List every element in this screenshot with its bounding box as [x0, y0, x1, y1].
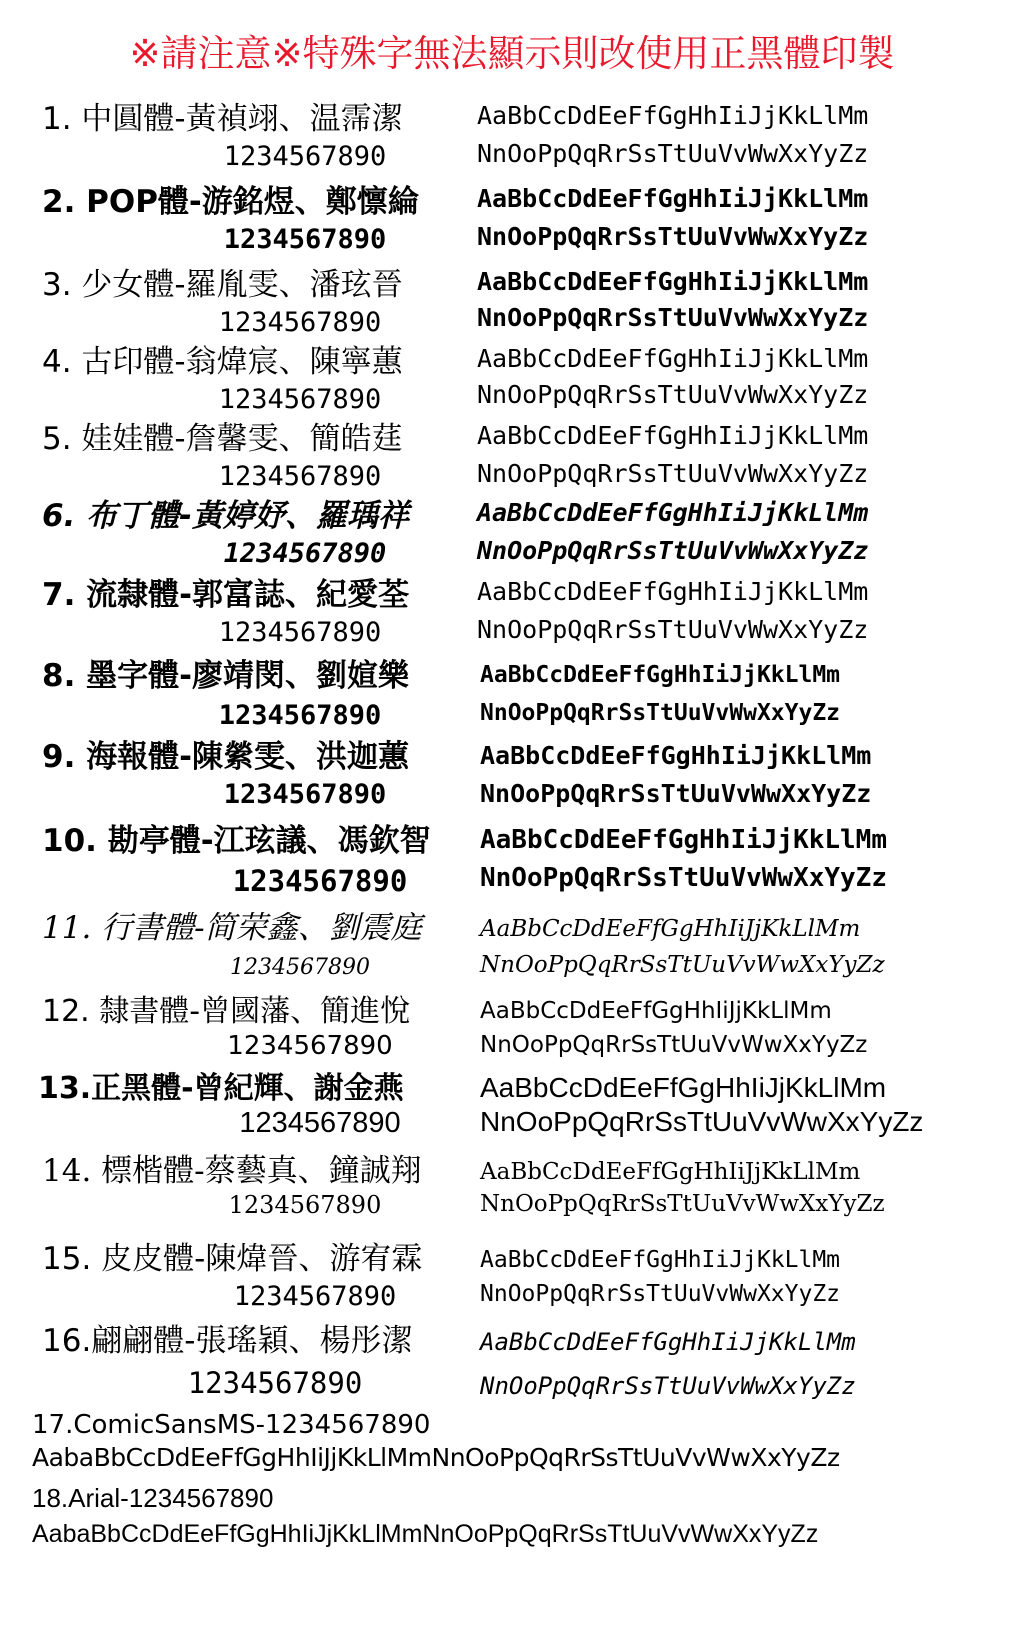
font-name: 1. 中圓體-黃禎翊、温霈潔 — [42, 101, 403, 137]
font-alpha-line-2: NnOoPpQqRrSsTtUuVvWwXxYyZz — [480, 1191, 885, 1217]
font-digits: 1234567890 — [223, 141, 387, 172]
font-name: 2. POP體-游銘煜、鄭懔綸 — [42, 184, 419, 220]
comic-sans-line-2: AabaBbCcDdEeFfGgHhIiJjKkLlMmNnOoPpQqRrSsTtUuVvWwXxYyZz — [32, 1443, 840, 1472]
notice-title: ※請注意※特殊字無法顯示則改使用正黑體印製 — [129, 32, 895, 75]
font-name: 11. 行書體-简荣鑫、劉震庭 — [42, 910, 422, 946]
font-digits: 1234567890 — [223, 224, 387, 255]
font-digits: 1234567890 — [218, 384, 382, 415]
font-alpha-line-1: AaBbCcDdEeFfGgHhIiJjKkLlMm — [477, 267, 869, 296]
font-alpha-line-2: NnOoPpQqRrSsTtUuVvWwXxYyZz — [477, 139, 869, 168]
font-name: 10. 勘亭體-江玹議、馮欽智 — [42, 823, 431, 859]
arial-line-1: 18.Arial-1234567890 — [32, 1483, 274, 1513]
font-digits: 1234567890 — [230, 955, 370, 980]
arial-line-2: AabaBbCcDdEeFfGgHhIiJjKkLlMmNnOoPpQqRrSsTtUuVvWwXxYyZz — [32, 1520, 819, 1548]
font-name: 14. 標楷體-蔡藝真、鐘誠翔 — [42, 1153, 422, 1189]
font-alpha-line-1: AaBbCcDdEeFfGgHhIiJjKkLlMm — [480, 916, 861, 942]
font-alpha-line-2: NnOoPpQqRrSsTtUuVvWwXxYyZz — [477, 615, 869, 644]
font-name: 5. 娃娃體-詹馨雯、簡皓莛 — [42, 421, 403, 457]
font-alpha-line-2: NnOoPpQqRrSsTtUuVvWwXxYyZz — [477, 380, 869, 409]
font-alpha-line-1: AaBbCcDdEeFfGgHhIiJjKkLlMm — [480, 1328, 856, 1356]
font-alpha-line-2: NnOoPpQqRrSsTtUuVvWwXxYyZz — [480, 779, 872, 808]
font-alpha-line-1: AaBbCcDdEeFfGgHhIiJjKkLlMm — [477, 421, 869, 450]
font-alpha-line-1: AaBbCcDdEeFfGgHhIiJjKkLlMm — [480, 998, 832, 1024]
font-alpha-line-1: AaBbCcDdEeFfGgHhIiJjKkLlMm — [480, 825, 887, 855]
font-alpha-line-2: NnOoPpQqRrSsTtUuVvWwXxYyZz — [477, 222, 869, 251]
font-alpha-line-1: AaBbCcDdEeFfGgHhIiJjKkLlMm — [480, 1072, 887, 1103]
font-digits: 1234567890 — [228, 1191, 382, 1219]
font-digits: 1234567890 — [223, 538, 387, 569]
font-alpha-line-1: AaBbCcDdEeFfGgHhIiJjKkLlMm — [477, 344, 869, 373]
font-alpha-line-2: NnOoPpQqRrSsTtUuVvWwXxYyZz — [477, 303, 869, 332]
font-digits: 1234567890 — [218, 461, 382, 492]
font-alpha-line-1: AaBbCcDdEeFfGgHhIiJjKkLlMm — [477, 101, 869, 130]
font-alpha-line-1: AaBbCcDdEeFfGgHhIiJjKkLlMm — [480, 662, 841, 688]
font-alpha-line-1: AaBbCcDdEeFfGgHhIiJjKkLlMm — [477, 577, 869, 606]
font-digits: 1234567890 — [232, 864, 408, 898]
font-alpha-line-1: AaBbCcDdEeFfGgHhIiJjKkLlMm — [480, 1159, 861, 1185]
font-name: 6. 布丁體-黃婷妤、羅瑀祥 — [42, 498, 410, 534]
font-alpha-line-2: NnOoPpQqRrSsTtUuVvWwXxYyZz — [480, 1281, 841, 1307]
font-digits: 1234567890 — [218, 307, 382, 338]
font-name: 7. 流隸體-郭富誌、紀愛荃 — [42, 577, 410, 613]
font-name: 16.翩翩體-張瑤穎、楊彤潔 — [42, 1323, 413, 1359]
font-digits: 1234567890 — [218, 700, 382, 731]
comic-sans-line-1: 17.ComicSansMS-1234567890 — [32, 1410, 431, 1440]
font-name: 8. 墨字體-廖靖閔、劉媗樂 — [42, 658, 410, 694]
font-digits: 1234567890 — [218, 617, 382, 648]
font-alpha-line-1: AaBbCcDdEeFfGgHhIiJjKkLlMm — [480, 1247, 841, 1273]
font-alpha-line-1: AaBbCcDdEeFfGgHhIiJjKkLlMm — [477, 498, 869, 527]
font-digits: 1234567890 — [239, 1107, 401, 1139]
font-alpha-line-2: NnOoPpQqRrSsTtUuVvWwXxYyZz — [480, 1106, 924, 1137]
font-alpha-line-2: NnOoPpQqRrSsTtUuVvWwXxYyZz — [480, 1372, 856, 1400]
font-alpha-line-2: NnOoPpQqRrSsTtUuVvWwXxYyZz — [480, 863, 887, 893]
font-digits: 1234567890 — [223, 779, 387, 810]
font-name: 4. 古印體-翁煒宸、陳寧蕙 — [42, 344, 403, 380]
font-alpha-line-2: NnOoPpQqRrSsTtUuVvWwXxYyZz — [480, 700, 841, 726]
font-name: 12. 隸書體-曾國藩、簡進悅 — [42, 994, 411, 1029]
font-name: 15. 皮皮體-陳煒晉、游宥霖 — [42, 1241, 423, 1277]
font-alpha-line-1: AaBbCcDdEeFfGgHhIiJjKkLlMm — [480, 741, 872, 770]
font-name: 3. 少女體-羅胤雯、潘玹晉 — [42, 267, 403, 303]
font-digits: 1234567890 — [227, 1031, 393, 1061]
font-alpha-line-2: NnOoPpQqRrSsTtUuVvWwXxYyZz — [480, 1032, 868, 1058]
font-name: 9. 海報體-陳縈雯、洪迦蕙 — [42, 739, 410, 775]
font-digits: 1234567890 — [233, 1281, 397, 1312]
font-alpha-line-2: NnOoPpQqRrSsTtUuVvWwXxYyZz — [477, 459, 869, 488]
font-digits: 1234567890 — [187, 1366, 363, 1400]
font-alpha-line-2: NnOoPpQqRrSsTtUuVvWwXxYyZz — [477, 536, 869, 565]
font-name: 13.正黑體-曾紀輝、謝金燕 — [38, 1071, 404, 1106]
font-alpha-line-2: NnOoPpQqRrSsTtUuVvWwXxYyZz — [480, 952, 885, 978]
font-alpha-line-1: AaBbCcDdEeFfGgHhIiJjKkLlMm — [477, 184, 869, 213]
